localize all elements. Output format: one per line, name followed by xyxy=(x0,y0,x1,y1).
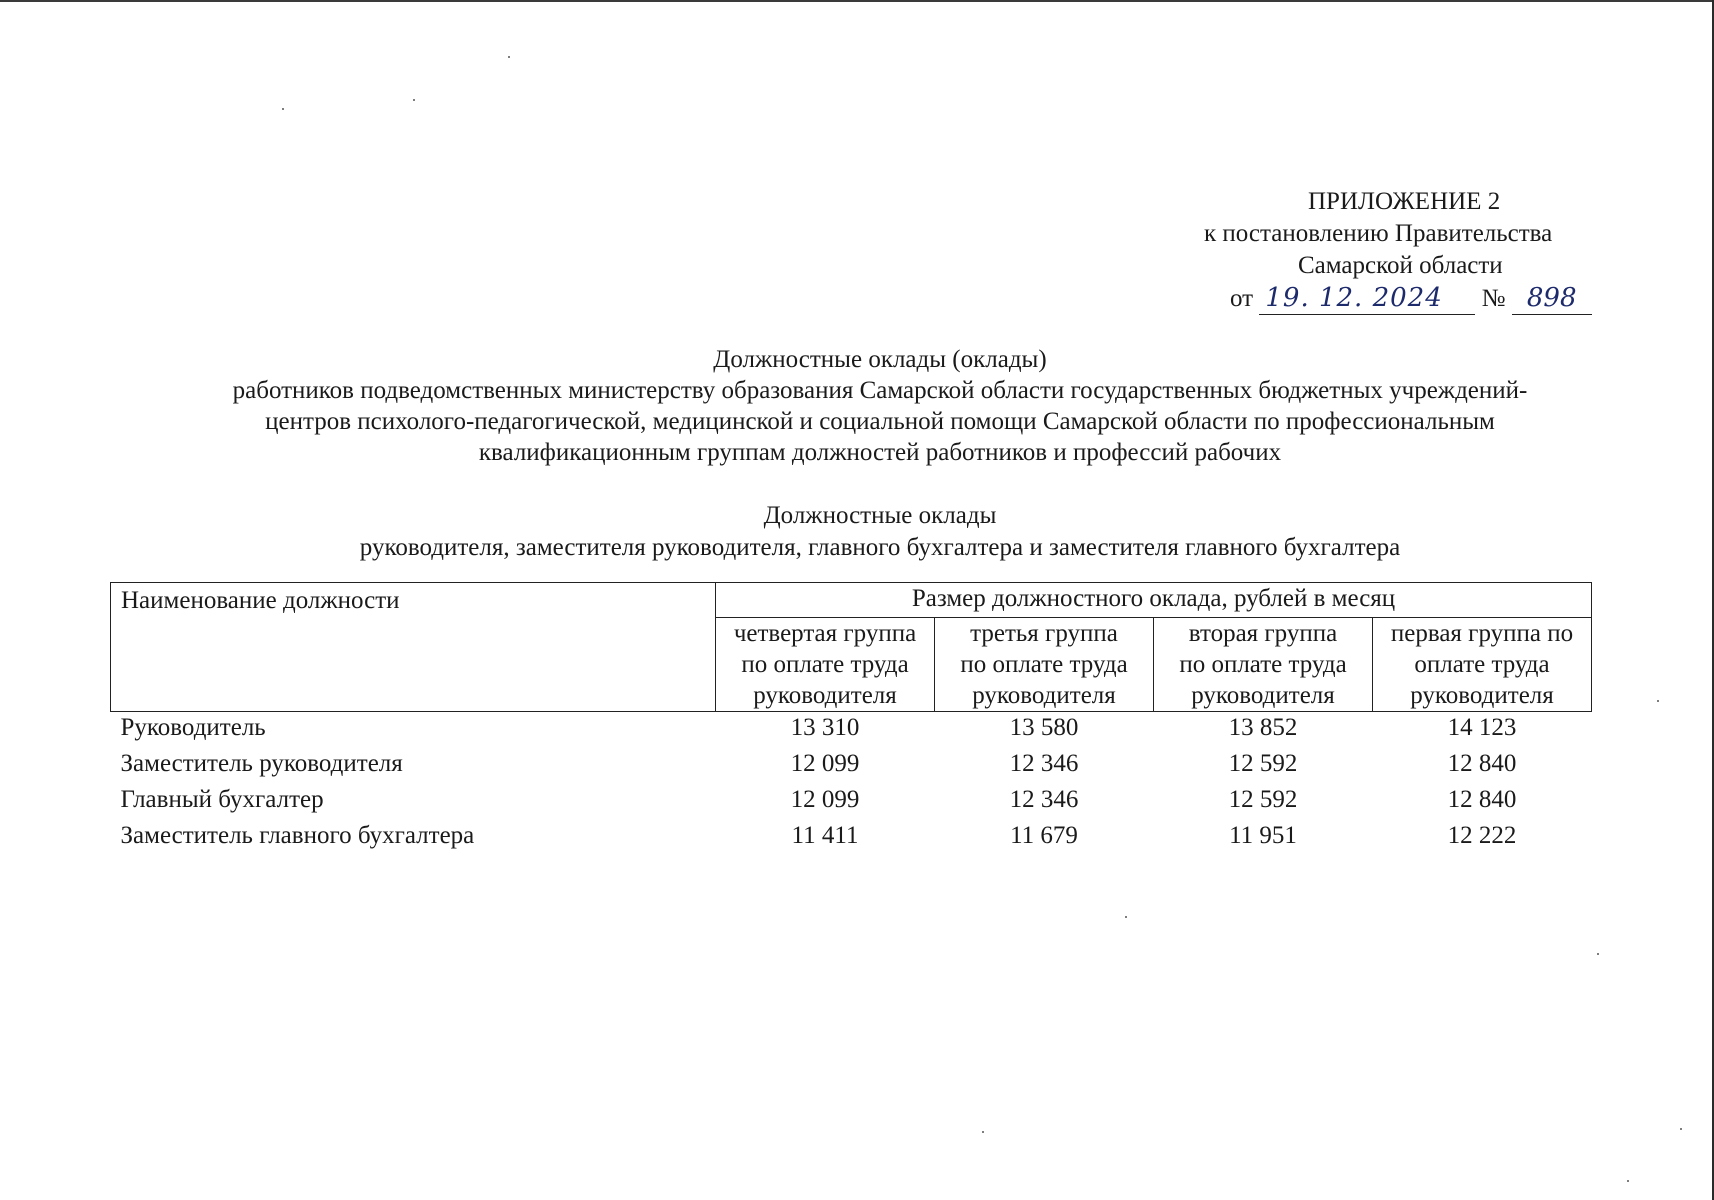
group-header xyxy=(1154,618,1373,712)
group-header-line: четвертая группа xyxy=(733,620,917,647)
scan-speck xyxy=(1125,916,1127,918)
table-row xyxy=(111,748,1592,784)
salary-cell: 12 099 xyxy=(790,786,860,813)
date-number-line xyxy=(1230,282,1592,315)
group-header xyxy=(935,618,1154,712)
group-header-line: оплате труда xyxy=(1414,651,1550,678)
document-title-line2: работников подведомственных министерству образования Самарской области государственных бюджетных учреждений- xyxy=(232,377,1528,404)
position-column-header: Наименование должности xyxy=(111,583,716,712)
scan-speck xyxy=(1597,953,1599,955)
salary-cell: 11 411 xyxy=(791,822,859,849)
group-header xyxy=(716,618,935,712)
resolution-reference: к постановлению Правительства xyxy=(1204,220,1553,247)
salary-cell: 12 346 xyxy=(1009,786,1079,813)
position-cell: Главный бухгалтер xyxy=(120,786,324,813)
number-prefix: № xyxy=(1481,285,1506,312)
group-header xyxy=(1373,618,1592,712)
group-header-line: руководителя xyxy=(1410,682,1554,709)
section-title: Должностные оклады xyxy=(763,502,997,529)
table-header-row xyxy=(111,583,1592,618)
salary-cell: 12 346 xyxy=(1009,750,1079,777)
position-cell: Руководитель xyxy=(120,714,266,741)
scan-speck xyxy=(1680,1128,1682,1130)
position-cell: Заместитель руководителя xyxy=(120,750,403,777)
group-header-line: по оплате труда xyxy=(1179,651,1347,678)
table-row xyxy=(111,784,1592,820)
position-cell: Заместитель главного бухгалтера xyxy=(120,822,475,849)
scan-speck xyxy=(1657,700,1659,702)
group-header-line: первая группа по xyxy=(1390,620,1574,647)
group-header-line: вторая группа xyxy=(1188,620,1338,647)
salary-cell: 12 840 xyxy=(1447,786,1517,813)
group-header-line: по оплате труда xyxy=(741,651,909,678)
salary-cell: 13 310 xyxy=(790,714,860,741)
group-header-line: руководителя xyxy=(753,682,897,709)
table-row xyxy=(111,712,1592,749)
salary-cell: 12 222 xyxy=(1447,822,1517,849)
group-header-line: третья группа xyxy=(970,620,1118,647)
salary-cell: 14 123 xyxy=(1447,714,1517,741)
appendix-heading: ПРИЛОЖЕНИЕ 2 xyxy=(1308,188,1501,215)
scan-speck xyxy=(508,56,510,58)
scan-edge-top xyxy=(0,0,1714,2)
handwritten-number: 898 xyxy=(1512,282,1592,315)
document-title: Должностные оклады (оклады) xyxy=(713,346,1047,373)
salary-cell: 12 099 xyxy=(790,750,860,777)
salary-cell: 13 580 xyxy=(1009,714,1079,741)
table-row xyxy=(111,820,1592,856)
group-header-line: руководителя xyxy=(1191,682,1335,709)
section-subtitle: руководителя, заместителя руководителя, главного бухгалтера и заместителя главного бухгалтера xyxy=(359,534,1401,561)
salary-table xyxy=(110,582,1592,856)
scan-speck xyxy=(982,1131,984,1133)
salary-cell: 11 679 xyxy=(1010,822,1078,849)
region-name: Самарской области xyxy=(1298,252,1503,279)
salary-cell: 13 852 xyxy=(1228,714,1298,741)
salary-cell: 12 840 xyxy=(1447,750,1517,777)
salary-cell: 11 951 xyxy=(1229,822,1297,849)
group-header-line: руководителя xyxy=(972,682,1116,709)
salary-size-header: Размер должностного оклада, рублей в месяц xyxy=(716,583,1592,618)
scan-speck xyxy=(413,99,415,101)
date-prefix: от xyxy=(1230,285,1254,312)
scan-speck xyxy=(1627,1180,1629,1182)
salary-cell: 12 592 xyxy=(1228,786,1298,813)
salary-cell: 12 592 xyxy=(1228,750,1298,777)
group-header-line: по оплате труда xyxy=(960,651,1128,678)
document-title-line3: центров психолого-педагогической, медицинской и социальной помощи Самарской области по профессиональным xyxy=(265,408,1495,435)
scan-speck xyxy=(282,108,284,110)
document-title-line4: квалификационным группам должностей работников и профессий рабочих xyxy=(478,439,1282,466)
handwritten-date: 19. 12. 2024 xyxy=(1259,282,1475,315)
